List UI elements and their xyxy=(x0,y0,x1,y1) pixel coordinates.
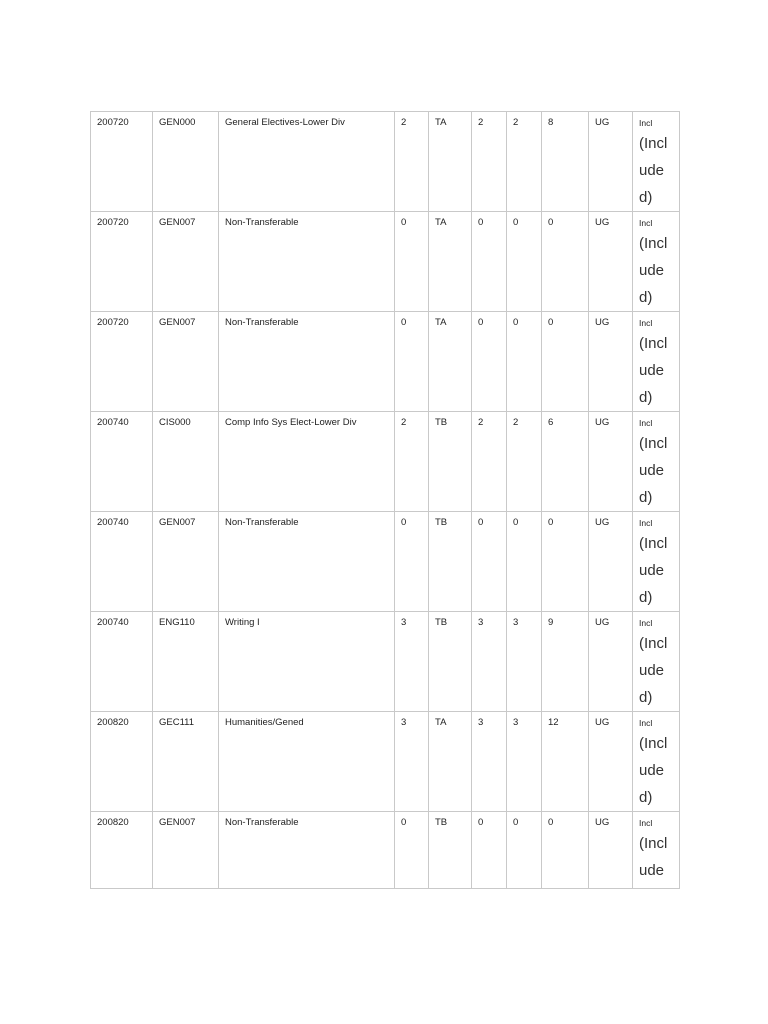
status-detail-line: (Incl xyxy=(639,735,668,752)
credits-cell: 0 xyxy=(395,512,429,612)
status-cell xyxy=(633,512,680,612)
table-row xyxy=(91,612,680,712)
status-cell xyxy=(633,612,680,712)
attempted-cell: 0 xyxy=(472,812,507,889)
grade-cell: TA xyxy=(429,112,472,212)
table-row xyxy=(91,112,680,212)
level-cell: UG xyxy=(589,612,633,712)
status-short: Incl xyxy=(639,818,653,828)
course-title-cell: General Electives-Lower Div xyxy=(219,112,395,212)
level-cell: UG xyxy=(589,712,633,812)
status-detail-line: (Incl xyxy=(639,235,668,252)
attempted-cell: 0 xyxy=(472,212,507,312)
course-code-cell: CIS000 xyxy=(153,412,219,512)
status-detail-line: d) xyxy=(639,389,653,406)
term-cell: 200720 xyxy=(91,112,153,212)
status-detail-line: d) xyxy=(639,289,653,306)
status-short: Incl xyxy=(639,418,653,428)
level-cell: UG xyxy=(589,212,633,312)
attempted-cell: 0 xyxy=(472,312,507,412)
level-cell: UG xyxy=(589,112,633,212)
status-short: Incl xyxy=(639,118,653,128)
status-detail-line: (Incl xyxy=(639,335,668,352)
earned-cell: 3 xyxy=(507,612,542,712)
term-cell: 200720 xyxy=(91,212,153,312)
term-cell: 200740 xyxy=(91,412,153,512)
course-code-cell: GEN000 xyxy=(153,112,219,212)
status-cell xyxy=(633,212,680,312)
credits-cell: 3 xyxy=(395,712,429,812)
table-row xyxy=(91,812,680,889)
points-cell: 9 xyxy=(542,612,589,712)
term-cell: 200740 xyxy=(91,612,153,712)
term-cell: 200720 xyxy=(91,312,153,412)
attempted-cell: 2 xyxy=(472,412,507,512)
level-cell: UG xyxy=(589,512,633,612)
grade-cell: TA xyxy=(429,712,472,812)
credits-cell: 0 xyxy=(395,212,429,312)
attempted-cell: 0 xyxy=(472,512,507,612)
points-cell: 0 xyxy=(542,212,589,312)
earned-cell: 0 xyxy=(507,812,542,889)
earned-cell: 0 xyxy=(507,512,542,612)
credits-cell: 0 xyxy=(395,812,429,889)
course-title-cell: Non-Transferable xyxy=(219,512,395,612)
credits-cell: 3 xyxy=(395,612,429,712)
level-cell: UG xyxy=(589,812,633,889)
level-cell: UG xyxy=(589,312,633,412)
grade-cell: TA xyxy=(429,312,472,412)
status-detail-line: ude xyxy=(639,462,665,479)
points-cell: 0 xyxy=(542,812,589,889)
status-detail-line: d) xyxy=(639,689,653,706)
status-detail-line: ude xyxy=(639,862,665,879)
transcript-table xyxy=(90,111,680,889)
status-cell xyxy=(633,112,680,212)
course-title-cell: Comp Info Sys Elect-Lower Div xyxy=(219,412,395,512)
status-detail-line: ude xyxy=(639,362,665,379)
term-cell: 200820 xyxy=(91,812,153,889)
status-detail-line: (Incl xyxy=(639,635,668,652)
table-row xyxy=(91,412,680,512)
grade-cell: TB xyxy=(429,612,472,712)
points-cell: 6 xyxy=(542,412,589,512)
course-code-cell: GEN007 xyxy=(153,512,219,612)
status-detail-line: ude xyxy=(639,162,665,179)
earned-cell: 3 xyxy=(507,712,542,812)
status-cell xyxy=(633,812,680,889)
points-cell: 0 xyxy=(542,312,589,412)
attempted-cell: 3 xyxy=(472,612,507,712)
status-detail-line: (Incl xyxy=(639,535,668,552)
status-short: Incl xyxy=(639,618,653,628)
course-title-cell: Non-Transferable xyxy=(219,812,395,889)
earned-cell: 0 xyxy=(507,212,542,312)
credits-cell: 2 xyxy=(395,112,429,212)
status-detail-line: ude xyxy=(639,262,665,279)
level-cell: UG xyxy=(589,412,633,512)
status-short: Incl xyxy=(639,318,653,328)
course-code-cell: GEN007 xyxy=(153,812,219,889)
points-cell: 12 xyxy=(542,712,589,812)
status-cell xyxy=(633,312,680,412)
status-detail-line: d) xyxy=(639,589,653,606)
grade-cell: TB xyxy=(429,512,472,612)
attempted-cell: 3 xyxy=(472,712,507,812)
status-detail-line: d) xyxy=(639,489,653,506)
course-code-cell: GEN007 xyxy=(153,312,219,412)
table-body xyxy=(91,112,680,889)
course-title-cell: Writing I xyxy=(219,612,395,712)
status-detail-line: (Incl xyxy=(639,435,668,452)
points-cell: 0 xyxy=(542,512,589,612)
points-cell: 8 xyxy=(542,112,589,212)
status-cell xyxy=(633,412,680,512)
status-detail-line: (Incl xyxy=(639,135,668,152)
status-detail-line: ude xyxy=(639,562,665,579)
status-detail-line: d) xyxy=(639,189,653,206)
course-title-cell: Non-Transferable xyxy=(219,312,395,412)
term-cell: 200820 xyxy=(91,712,153,812)
table-row xyxy=(91,312,680,412)
earned-cell: 2 xyxy=(507,412,542,512)
course-code-cell: GEN007 xyxy=(153,212,219,312)
credits-cell: 2 xyxy=(395,412,429,512)
earned-cell: 0 xyxy=(507,312,542,412)
grade-cell: TB xyxy=(429,412,472,512)
status-cell xyxy=(633,712,680,812)
status-detail-line: ude xyxy=(639,662,665,679)
attempted-cell: 2 xyxy=(472,112,507,212)
status-short: Incl xyxy=(639,218,653,228)
status-short: Incl xyxy=(639,718,653,728)
status-detail-line: ude xyxy=(639,762,665,779)
course-title-cell: Humanities/Gened xyxy=(219,712,395,812)
course-title-cell: Non-Transferable xyxy=(219,212,395,312)
table-row xyxy=(91,512,680,612)
term-cell: 200740 xyxy=(91,512,153,612)
status-detail-line: d) xyxy=(639,789,653,806)
table-row xyxy=(91,212,680,312)
course-code-cell: ENG110 xyxy=(153,612,219,712)
table-row xyxy=(91,712,680,812)
status-short: Incl xyxy=(639,518,653,528)
status-detail-line: (Incl xyxy=(639,835,668,852)
course-code-cell: GEC111 xyxy=(153,712,219,812)
grade-cell: TA xyxy=(429,212,472,312)
earned-cell: 2 xyxy=(507,112,542,212)
grade-cell: TB xyxy=(429,812,472,889)
credits-cell: 0 xyxy=(395,312,429,412)
